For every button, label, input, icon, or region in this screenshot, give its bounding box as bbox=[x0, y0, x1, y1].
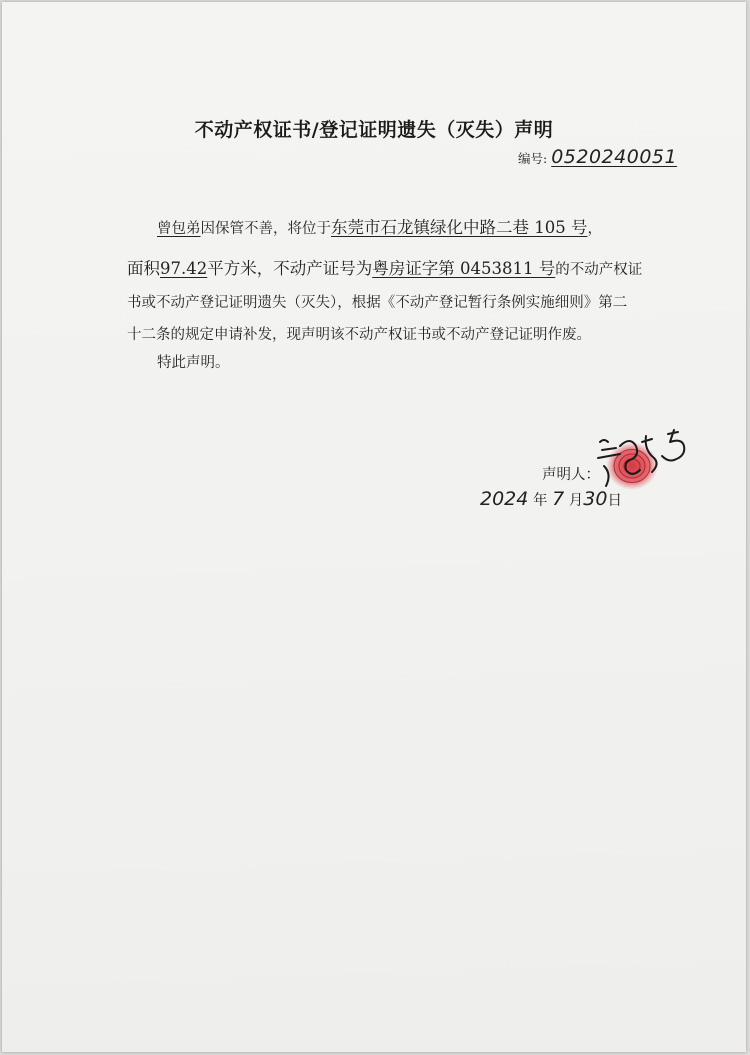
date-day-unit: 日 bbox=[607, 493, 622, 509]
signing-date bbox=[480, 488, 622, 510]
owner-name: 曾包弟 bbox=[157, 221, 201, 237]
document-number-label: 编号: bbox=[518, 151, 548, 166]
property-address: 东莞市石龙镇绿化中路二巷 105 号 bbox=[331, 218, 588, 237]
body-line-2 bbox=[127, 255, 642, 279]
body-line-1 bbox=[157, 214, 602, 238]
body-text: 的不动产权证 bbox=[555, 262, 643, 278]
document-number-value: 0520240051 bbox=[551, 146, 678, 168]
date-month: 7 bbox=[552, 488, 565, 510]
body-line-4: 十二条的规定申请补发，现声明该不动产权证书或不动产登记证明作废。 bbox=[127, 327, 591, 343]
body-text: ， bbox=[587, 221, 602, 237]
certificate-number: 粤房证字第 0453811 号 bbox=[372, 259, 556, 278]
body-text: 面积 bbox=[127, 259, 160, 278]
document-number bbox=[518, 146, 677, 168]
date-month-unit: 月 bbox=[568, 493, 584, 509]
property-area: 97.42 bbox=[160, 259, 208, 278]
date-year: 2024 bbox=[480, 488, 529, 510]
body-line-3: 书或不动产登记证明遗失（灭失），根据《不动产登记暂行条例实施细则》第二 bbox=[127, 295, 628, 311]
document-title: 不动产权证书/登记证明遗失（灭失）声明 bbox=[194, 119, 554, 141]
declarant-label: 声明人： bbox=[542, 467, 600, 483]
document-page bbox=[2, 2, 746, 1052]
date-day: 30 bbox=[583, 488, 608, 510]
closing-statement: 特此声明。 bbox=[157, 355, 230, 371]
body-text: 因保管不善，将位于 bbox=[200, 221, 331, 237]
body-text: 平方米，不动产证号为 bbox=[207, 259, 373, 278]
date-year-unit: 年 bbox=[532, 493, 548, 509]
